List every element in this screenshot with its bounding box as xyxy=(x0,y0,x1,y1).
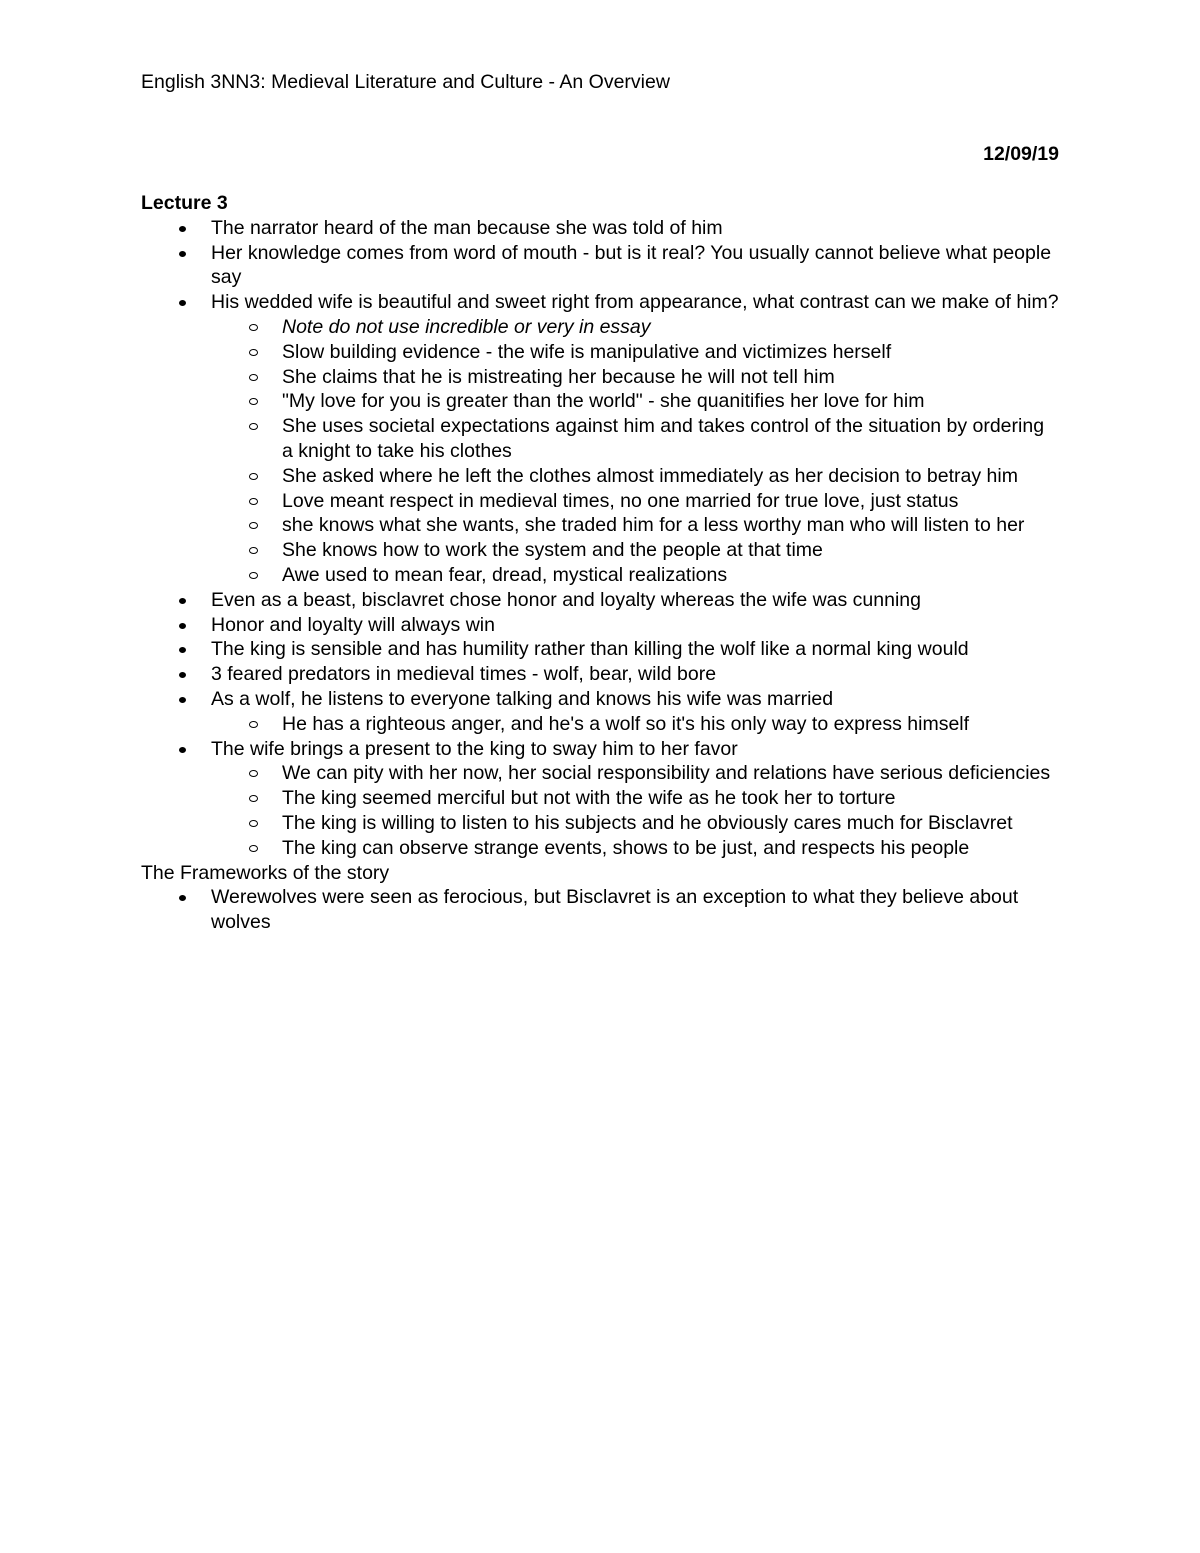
list-item: As a wolf, he listens to everyone talking and knows his wife was married He has a righteous anger, and he's a wolf so it's his only way to express himself xyxy=(141,687,1059,737)
sub-list-item: The king is willing to listen to his subjects and he obviously cares much for Bisclavret xyxy=(211,811,1059,836)
list-item: His wedded wife is beautiful and sweet right from appearance, what contrast can we make of him? Note do not use incredible or very in essay Slow building evidence - the wife is manipulative and victimizes herself She claims that he is mistreating her because he will not tell him "My love for you is greater than the world" - she quanitifies her love for him She uses societal expectations against him and takes control of the situation by ordering a knight to take his clothes She asked where he left the clothes almost immediately as her decision to betray him Love meant respect in medieval times, no one married for true love, just status she knows what she wants, she traded him for a less worthy man who will listen to her She knows how to work the system and the people at that time Awe used to mean fear, dread, mystical realizations xyxy=(141,290,1059,588)
list-item: 3 feared predators in medieval times - wolf, bear, wild bore xyxy=(141,662,1059,687)
sub-list-item: We can pity with her now, her social responsibility and relations have serious deficiencies xyxy=(211,761,1059,786)
sub-bullet-list xyxy=(141,712,1059,737)
list-item: Werewolves were seen as ferocious, but Bisclavret is an exception to what they believe about wolves xyxy=(141,885,1059,935)
lecture-bullet-list xyxy=(141,216,1059,861)
sub-list-item: The king seemed merciful but not with the wife as he took her to torture xyxy=(211,786,1059,811)
sub-list-item: The king can observe strange events, shows to be just, and respects his people xyxy=(211,836,1059,861)
notes-body xyxy=(141,191,1059,935)
sub-list-item: "My love for you is greater than the world" - she quanitifies her love for him xyxy=(211,389,1059,414)
course-title: English 3NN3: Medieval Literature and Culture - An Overview xyxy=(141,71,670,93)
sub-list-item: she knows what she wants, she traded him for a less worthy man who will listen to her xyxy=(211,513,1059,538)
sub-list-item: Awe used to mean fear, dread, mystical realizations xyxy=(211,563,1059,588)
lecture-date: 12/09/19 xyxy=(983,143,1059,165)
sub-list-item: He has a righteous anger, and he's a wolf so it's his only way to express himself xyxy=(211,712,1059,737)
list-item: Honor and loyalty will always win xyxy=(141,613,1059,638)
sub-list-item: She uses societal expectations against him and takes control of the situation by ordering a knight to take his clothes xyxy=(211,414,1059,464)
sub-list-item: Love meant respect in medieval times, no one married for true love, just status xyxy=(211,489,1059,514)
lecture-heading: Lecture 3 xyxy=(141,192,228,214)
sub-list-item: She claims that he is mistreating her because he will not tell him xyxy=(211,365,1059,390)
sub-list-item: Note do not use incredible or very in essay xyxy=(211,315,1059,340)
list-item: The narrator heard of the man because she was told of him xyxy=(141,216,1059,241)
list-item: Her knowledge comes from word of mouth - but is it real? You usually cannot believe what people say xyxy=(141,241,1059,291)
sub-bullet-list xyxy=(141,761,1059,860)
sub-list-item: She knows how to work the system and the people at that time xyxy=(211,538,1059,563)
sub-list-item: Slow building evidence - the wife is manipulative and victimizes herself xyxy=(211,340,1059,365)
list-item: The king is sensible and has humility rather than killing the wolf like a normal king would xyxy=(141,637,1059,662)
list-item: Even as a beast, bisclavret chose honor and loyalty whereas the wife was cunning xyxy=(141,588,1059,613)
frameworks-heading: The Frameworks of the story xyxy=(141,861,390,884)
frameworks-bullet-list xyxy=(141,885,1059,935)
list-item: The wife brings a present to the king to sway him to her favor We can pity with her now, her social responsibility and relations have serious deficiencies The king seemed merciful but not with the wife as he took her to torture The king is willing to listen to his subjects and he obviously cares much for Bisclavret The king can observe strange events, shows to be just, and respects his people xyxy=(141,737,1059,861)
sub-bullet-list xyxy=(141,315,1059,588)
sub-list-item: She asked where he left the clothes almost immediately as her decision to betray him xyxy=(211,464,1059,489)
